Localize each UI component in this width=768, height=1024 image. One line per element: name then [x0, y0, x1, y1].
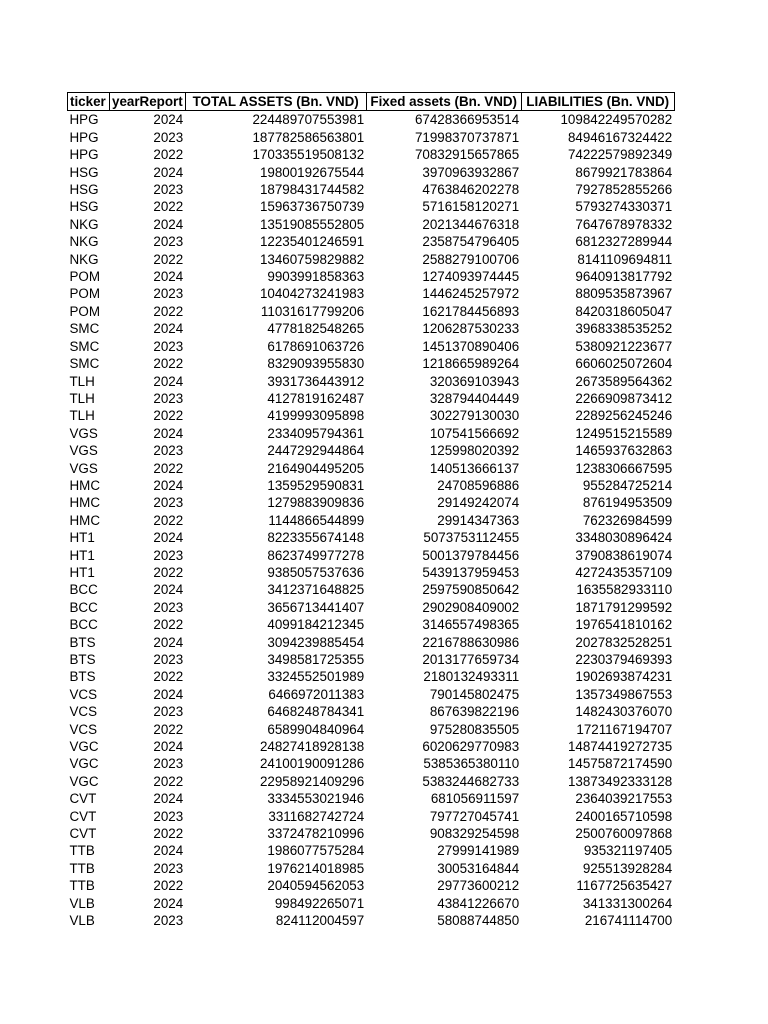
- cell-fixed-assets: 2358754796405: [422, 234, 520, 250]
- cell-total-assets: 19800192675544: [259, 164, 365, 180]
- cell-liabilities: 3348030896424: [575, 530, 673, 546]
- cell-fixed-assets: 2902908409002: [422, 599, 520, 615]
- cell-ticker: HPG: [69, 112, 99, 128]
- cell-liabilities: 762326984599: [582, 512, 673, 528]
- cell-total-assets: 187782586563801: [252, 129, 365, 145]
- cell-year-report: 2023: [153, 599, 184, 615]
- table-row: [68, 529, 675, 546]
- cell-total-assets: 24100190091286: [259, 756, 365, 772]
- cell-year-report: 2023: [153, 860, 184, 876]
- cell-liabilities: 925513928284: [582, 860, 673, 876]
- cell-total-assets: 12235401246591: [259, 234, 365, 250]
- table-row: [68, 216, 675, 233]
- cell-liabilities: 1465937632863: [575, 443, 673, 459]
- cell-year-report: 2024: [153, 425, 184, 441]
- cell-liabilities: 1249515215589: [575, 425, 673, 441]
- cell-fixed-assets: 1446245257972: [422, 286, 520, 302]
- cell-year-report: 2022: [153, 564, 184, 580]
- cell-liabilities: 1902693874231: [575, 669, 673, 685]
- cell-liabilities: 8420318605047: [575, 303, 673, 319]
- cell-fixed-assets: 3970963932867: [422, 164, 520, 180]
- cell-fixed-assets: 29914347363: [437, 512, 520, 528]
- cell-year-report: 2022: [153, 460, 184, 476]
- cell-total-assets: 10404273241983: [259, 286, 365, 302]
- cell-fixed-assets: 908329254598: [429, 826, 520, 842]
- cell-year-report: 2024: [153, 321, 184, 337]
- cell-liabilities: 1976541810162: [575, 617, 673, 633]
- cell-ticker: HMC: [69, 512, 100, 528]
- cell-ticker: BCC: [69, 599, 98, 615]
- table-row: [68, 373, 675, 390]
- cell-ticker: VLB: [69, 913, 95, 929]
- cell-total-assets: 13460759829882: [259, 251, 365, 267]
- cell-year-report: 2023: [153, 756, 184, 772]
- cell-ticker: VLB: [69, 895, 95, 911]
- cell-total-assets: 2164904495205: [267, 460, 365, 476]
- cell-fixed-assets: 107541566692: [429, 425, 520, 441]
- cell-total-assets: 4127819162487: [267, 390, 365, 406]
- table-row: [68, 738, 675, 755]
- cell-liabilities: 7647678978332: [575, 216, 673, 232]
- table-row: [68, 721, 675, 738]
- cell-total-assets: 998492265071: [274, 895, 365, 911]
- cell-liabilities: 8679921783864: [575, 164, 673, 180]
- cell-liabilities: 2289256245246: [575, 408, 673, 424]
- cell-liabilities: 1721167194707: [576, 721, 673, 737]
- table-row: [68, 338, 675, 355]
- cell-liabilities: 5793274330371: [575, 199, 673, 215]
- cell-ticker: TTB: [69, 843, 95, 859]
- cell-total-assets: 170335519508132: [252, 147, 365, 163]
- cell-ticker: VGC: [69, 773, 99, 789]
- cell-fixed-assets: 320369103943: [429, 373, 520, 389]
- cell-ticker: CVT: [69, 791, 97, 807]
- cell-year-report: 2022: [153, 408, 184, 424]
- cell-ticker: POM: [69, 269, 101, 285]
- financial-data-table: [67, 92, 675, 930]
- cell-liabilities: 2230379469393: [575, 652, 673, 667]
- cell-year-report: 2022: [153, 826, 184, 842]
- table-row: [68, 808, 675, 825]
- cell-liabilities: 876194953509: [582, 495, 673, 511]
- cell-year-report: 2024: [153, 112, 184, 128]
- header-total-assets: TOTAL ASSETS (Bn. VND): [185, 93, 366, 111]
- table-row: [68, 129, 675, 146]
- cell-total-assets: 1976214018985: [267, 860, 365, 876]
- cell-fixed-assets: 27999141989: [437, 843, 520, 859]
- cell-fixed-assets: 681056911597: [430, 791, 520, 807]
- cell-ticker: HT1: [69, 530, 95, 546]
- cell-year-report: 2024: [153, 530, 184, 546]
- cell-ticker: HSG: [69, 199, 99, 215]
- cell-total-assets: 11031617799206: [260, 303, 365, 319]
- cell-fixed-assets: 2216788630986: [422, 634, 520, 650]
- cell-year-report: 2024: [153, 686, 184, 702]
- table-row: [68, 233, 675, 250]
- cell-fixed-assets: 29773600212: [437, 878, 520, 894]
- cell-ticker: VCS: [69, 686, 98, 702]
- table-row: [68, 320, 675, 337]
- cell-year-report: 2023: [153, 443, 184, 459]
- cell-total-assets: 8329093955830: [267, 356, 365, 372]
- cell-fixed-assets: 70832915657865: [414, 147, 520, 163]
- cell-total-assets: 9903991858363: [267, 269, 365, 285]
- table-row: [68, 285, 675, 302]
- cell-total-assets: 18798431744582: [259, 182, 365, 198]
- cell-liabilities: 84946167324422: [567, 129, 673, 145]
- cell-year-report: 2023: [153, 338, 184, 354]
- cell-total-assets: 15963736750739: [259, 199, 365, 215]
- table-row: [68, 616, 675, 633]
- cell-ticker: NKG: [69, 216, 99, 232]
- cell-ticker: BCC: [69, 582, 98, 598]
- cell-ticker: TTB: [69, 878, 95, 894]
- cell-liabilities: 9640913817792: [575, 269, 673, 285]
- cell-liabilities: 4272435357109: [575, 564, 673, 580]
- cell-year-report: 2022: [153, 303, 184, 319]
- cell-ticker: SMC: [69, 338, 100, 354]
- cell-ticker: HMC: [69, 495, 100, 511]
- header-ticker: ticker: [68, 93, 110, 111]
- cell-ticker: HT1: [69, 547, 95, 563]
- cell-total-assets: 6178691063726: [267, 338, 365, 354]
- cell-liabilities: 1635582933110: [576, 582, 673, 598]
- cell-ticker: TTB: [69, 860, 95, 876]
- cell-year-report: 2022: [153, 773, 184, 789]
- cell-year-report: 2022: [153, 147, 184, 163]
- table-row: [68, 512, 675, 529]
- table-row: [68, 477, 675, 494]
- cell-fixed-assets: 328794404449: [429, 390, 520, 406]
- cell-fixed-assets: 5383244682733: [422, 773, 520, 789]
- cell-total-assets: 824112004597: [275, 913, 365, 929]
- cell-liabilities: 2266909873412: [575, 390, 673, 406]
- table-row: [68, 825, 675, 842]
- cell-total-assets: 4199993095898: [267, 408, 365, 424]
- cell-fixed-assets: 29149242074: [437, 495, 520, 511]
- table-row: [68, 164, 675, 181]
- cell-liabilities: 8141109694811: [577, 251, 673, 267]
- cell-ticker: CVT: [69, 826, 97, 842]
- cell-fixed-assets: 67428366953514: [414, 112, 520, 128]
- table-row: [68, 668, 675, 685]
- cell-ticker: HSG: [69, 182, 99, 198]
- table-row: [68, 547, 675, 564]
- cell-total-assets: 3334553021946: [267, 791, 365, 807]
- table-row: [68, 251, 675, 268]
- table-row: [68, 494, 675, 511]
- header-row: [68, 93, 675, 111]
- cell-ticker: VGS: [69, 443, 98, 459]
- cell-ticker: NKG: [69, 234, 99, 250]
- table-row: [68, 634, 675, 651]
- table-row: [68, 895, 675, 912]
- cell-liabilities: 6606025072604: [575, 356, 673, 372]
- cell-ticker: TLH: [69, 373, 95, 389]
- cell-year-report: 2022: [153, 669, 184, 685]
- table-row: [68, 181, 675, 198]
- cell-liabilities: 1167725635427: [576, 878, 673, 894]
- cell-liabilities: 2500760097868: [575, 826, 673, 842]
- cell-ticker: BCC: [69, 617, 98, 633]
- table-row: [68, 111, 675, 129]
- cell-ticker: HPG: [69, 129, 99, 145]
- cell-ticker: POM: [69, 303, 101, 319]
- table-row: [68, 268, 675, 285]
- table-row: [68, 355, 675, 372]
- cell-ticker: HMC: [69, 477, 100, 493]
- cell-ticker: POM: [69, 286, 101, 302]
- cell-year-report: 2023: [153, 182, 184, 198]
- cell-liabilities: 341331300264: [582, 895, 673, 911]
- cell-fixed-assets: 867639822196: [429, 704, 520, 720]
- cell-fixed-assets: 2597590850642: [422, 582, 520, 598]
- table-row: [68, 425, 675, 442]
- cell-year-report: 2022: [153, 512, 184, 528]
- cell-fixed-assets: 797727045741: [429, 808, 520, 824]
- cell-fixed-assets: 43841226670: [437, 895, 520, 911]
- header-fixed-assets: Fixed assets (Bn. VND): [366, 93, 521, 111]
- cell-year-report: 2023: [153, 234, 184, 250]
- cell-liabilities: 2364039217553: [575, 791, 673, 807]
- cell-total-assets: 1986077575284: [267, 843, 365, 859]
- cell-fixed-assets: 2021344676318: [422, 216, 520, 232]
- cell-year-report: 2024: [153, 791, 184, 807]
- cell-fixed-assets: 1206287530233: [422, 321, 520, 337]
- table-row: [68, 842, 675, 859]
- cell-liabilities: 14575872174590: [567, 756, 673, 772]
- cell-year-report: 2023: [153, 495, 184, 511]
- cell-fixed-assets: 125998020392: [429, 443, 520, 459]
- cell-fixed-assets: 790145802475: [429, 686, 520, 702]
- cell-total-assets: 8623749977278: [267, 547, 365, 563]
- cell-fixed-assets: 1451370890406: [422, 338, 520, 354]
- cell-liabilities: 2400165710598: [575, 808, 673, 824]
- cell-fixed-assets: 2180132493311: [423, 669, 520, 685]
- table-row: [68, 686, 675, 703]
- cell-year-report: 2024: [153, 739, 184, 755]
- cell-fixed-assets: 5385365380110: [423, 756, 520, 772]
- cell-liabilities: 13873492333128: [567, 773, 673, 789]
- cell-total-assets: 13519085552805: [259, 216, 365, 232]
- cell-total-assets: 3372478210996: [267, 826, 365, 842]
- cell-ticker: VGS: [69, 460, 98, 476]
- cell-total-assets: 22958921409296: [259, 773, 365, 789]
- cell-fixed-assets: 58088744850: [437, 913, 520, 929]
- cell-year-report: 2024: [153, 477, 184, 493]
- cell-year-report: 2023: [153, 652, 184, 667]
- cell-year-report: 2022: [153, 617, 184, 633]
- cell-year-report: 2023: [153, 547, 184, 563]
- cell-year-report: 2024: [153, 582, 184, 598]
- cell-year-report: 2024: [153, 895, 184, 911]
- cell-year-report: 2023: [153, 913, 184, 929]
- cell-ticker: SMC: [69, 321, 100, 337]
- cell-ticker: VCS: [69, 704, 98, 720]
- cell-year-report: 2023: [153, 129, 184, 145]
- table-row: [68, 877, 675, 894]
- cell-fixed-assets: 5716158120271: [422, 199, 520, 215]
- cell-fixed-assets: 4763846202278: [422, 182, 520, 198]
- cell-ticker: HT1: [69, 564, 95, 580]
- cell-fixed-assets: 5439137959453: [422, 564, 520, 580]
- cell-total-assets: 1359529590831: [267, 477, 365, 493]
- cell-ticker: HPG: [69, 147, 99, 163]
- cell-fixed-assets: 2013177659734: [422, 652, 520, 667]
- table-row: [68, 303, 675, 320]
- cell-total-assets: 224489707553981: [252, 112, 365, 128]
- cell-fixed-assets: 1274093974445: [422, 269, 520, 285]
- table-row: [68, 460, 675, 477]
- cell-year-report: 2022: [153, 251, 184, 267]
- table-row: [68, 564, 675, 581]
- cell-fixed-assets: 5001379784456: [422, 547, 520, 563]
- cell-liabilities: 2673589564362: [575, 373, 673, 389]
- cell-total-assets: 3094239885454: [267, 634, 365, 650]
- cell-ticker: BTS: [69, 669, 96, 685]
- cell-total-assets: 3931736443912: [267, 373, 365, 389]
- table-row: [68, 407, 675, 424]
- cell-total-assets: 3324552501989: [267, 669, 365, 685]
- table-row: [68, 651, 675, 668]
- cell-liabilities: 1871791299592: [575, 599, 673, 615]
- table-row: [68, 198, 675, 215]
- cell-ticker: BTS: [69, 634, 96, 650]
- cell-fixed-assets: 2588279100706: [422, 251, 520, 267]
- cell-fixed-assets: 30053164844: [437, 860, 520, 876]
- cell-liabilities: 3968338535252: [575, 321, 673, 337]
- cell-liabilities: 14874419272735: [567, 739, 673, 755]
- table-row: [68, 755, 675, 772]
- table-row: [68, 442, 675, 459]
- cell-total-assets: 2040594562053: [267, 878, 365, 894]
- table-row: [68, 581, 675, 598]
- cell-year-report: 2023: [153, 390, 184, 406]
- cell-year-report: 2024: [153, 373, 184, 389]
- cell-year-report: 2024: [153, 164, 184, 180]
- cell-total-assets: 6589904840964: [267, 721, 365, 737]
- cell-fixed-assets: 24708596886: [437, 477, 520, 493]
- cell-liabilities: 3790838619074: [575, 547, 673, 563]
- cell-liabilities: 6812327289944: [575, 234, 673, 250]
- cell-liabilities: 955284725214: [582, 477, 673, 493]
- cell-year-report: 2022: [153, 199, 184, 215]
- cell-ticker: VGC: [69, 756, 99, 772]
- cell-ticker: CVT: [69, 808, 97, 824]
- cell-ticker: VCS: [69, 721, 98, 737]
- cell-ticker: TLH: [69, 390, 95, 406]
- cell-fixed-assets: 140513666137: [429, 460, 520, 476]
- cell-total-assets: 4099184212345: [267, 617, 365, 633]
- cell-ticker: SMC: [69, 356, 100, 372]
- cell-total-assets: 1279883909836: [267, 495, 365, 511]
- cell-liabilities: 1238306667595: [575, 460, 673, 476]
- cell-liabilities: 935321197405: [583, 843, 673, 859]
- cell-total-assets: 3656713441407: [267, 599, 365, 615]
- cell-total-assets: 2447292944864: [267, 443, 365, 459]
- table-row: [68, 703, 675, 720]
- cell-total-assets: 3311682742724: [268, 808, 365, 824]
- cell-fixed-assets: 3146557498365: [422, 617, 520, 633]
- cell-total-assets: 3412371648825: [267, 582, 365, 598]
- table-row: [68, 790, 675, 807]
- cell-fixed-assets: 302279130030: [429, 408, 520, 424]
- table-row: [68, 390, 675, 407]
- cell-liabilities: 7927852855266: [575, 182, 673, 198]
- cell-liabilities: 1357349867553: [575, 686, 673, 702]
- cell-liabilities: 74222579892349: [567, 147, 673, 163]
- cell-liabilities: 5380921223677: [575, 338, 673, 354]
- cell-liabilities: 109842249570282: [560, 112, 673, 128]
- cell-liabilities: 8809535873967: [575, 286, 673, 302]
- cell-total-assets: 8223355674148: [267, 530, 365, 546]
- cell-ticker: TLH: [69, 408, 95, 424]
- cell-ticker: HSG: [69, 164, 99, 180]
- cell-fixed-assets: 6020629770983: [422, 739, 520, 755]
- header-year-report: yearReport: [110, 93, 186, 111]
- table-row: [68, 912, 675, 929]
- cell-year-report: 2024: [153, 634, 184, 650]
- cell-year-report: 2022: [153, 356, 184, 372]
- cell-fixed-assets: 975280835505: [429, 721, 520, 737]
- cell-total-assets: 6466972011383: [268, 686, 365, 702]
- cell-total-assets: 6468248784341: [267, 704, 365, 720]
- table-body: [68, 111, 675, 930]
- cell-liabilities: 216741114700: [584, 913, 673, 929]
- cell-ticker: NKG: [69, 251, 99, 267]
- cell-year-report: 2023: [153, 808, 184, 824]
- cell-year-report: 2024: [153, 216, 184, 232]
- cell-year-report: 2023: [153, 286, 184, 302]
- cell-total-assets: 3498581725355: [267, 652, 365, 667]
- cell-total-assets: 9385057537636: [267, 564, 365, 580]
- cell-year-report: 2024: [153, 269, 184, 285]
- cell-year-report: 2022: [153, 721, 184, 737]
- cell-year-report: 2024: [153, 843, 184, 859]
- cell-total-assets: 24827418928138: [259, 739, 365, 755]
- cell-liabilities: 1482430376070: [575, 704, 673, 720]
- cell-ticker: VGS: [69, 425, 98, 441]
- cell-total-assets: 2334095794361: [267, 425, 365, 441]
- cell-ticker: VGC: [69, 739, 99, 755]
- cell-year-report: 2022: [153, 878, 184, 894]
- cell-ticker: BTS: [69, 652, 96, 667]
- table-row: [68, 773, 675, 790]
- cell-fixed-assets: 1621784456893: [422, 303, 520, 319]
- cell-year-report: 2023: [153, 704, 184, 720]
- cell-liabilities: 2027832528251: [575, 634, 673, 650]
- table-row: [68, 599, 675, 616]
- cell-fixed-assets: 71998370737871: [414, 129, 520, 145]
- header-liabilities: LIABILITIES (Bn. VND): [521, 93, 674, 111]
- table-header: [68, 93, 675, 111]
- cell-total-assets: 1144866544899: [268, 512, 365, 528]
- cell-fixed-assets: 1218665989264: [422, 356, 520, 372]
- cell-total-assets: 4778182548265: [267, 321, 365, 337]
- cell-fixed-assets: 5073753112455: [423, 530, 520, 546]
- table-row: [68, 146, 675, 163]
- table-row: [68, 860, 675, 877]
